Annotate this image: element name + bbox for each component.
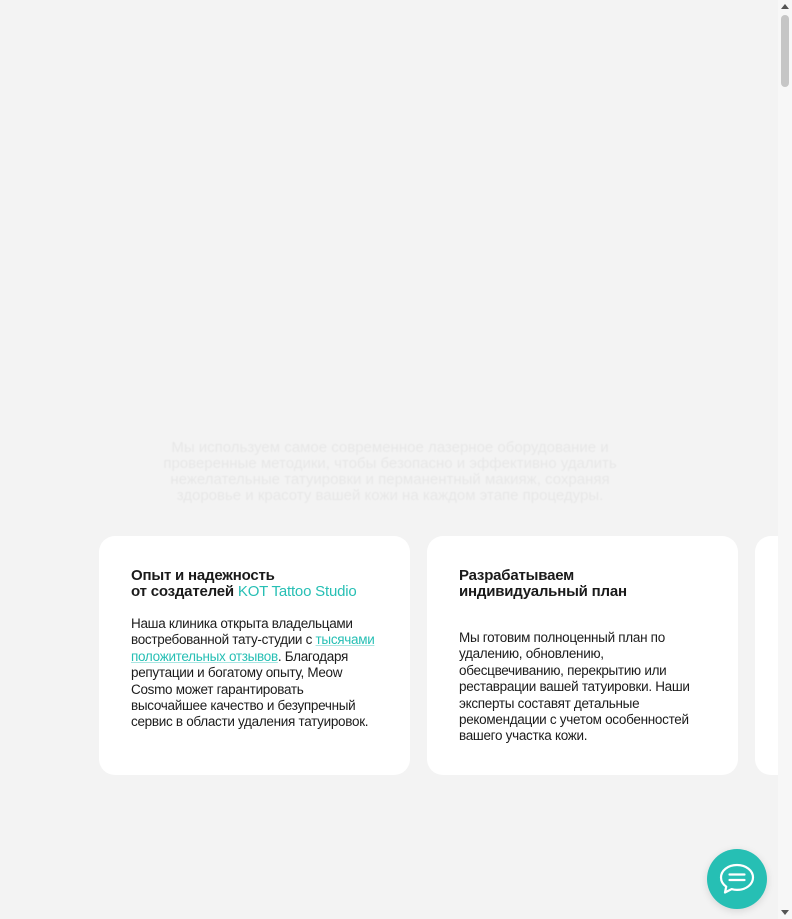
brand-accent-text: KOT Tattoo Studio [237, 583, 357, 600]
feature-card-next-partial [755, 536, 778, 775]
reviews-link[interactable]: тысячами положительных отзывов [131, 632, 375, 664]
faded-intro-text: Мы используем самое современное лазерное оборудование и проверенные методики, чтобы безопасно и эффективно удалить нежелательные татуировки и перманентный макияж, сохраняя здоровье и красоту вашей кожи на каждом этапе процедуры. [163, 439, 617, 504]
feature-card-experience [99, 536, 410, 775]
feature-card-plan [427, 536, 738, 775]
card-title-line2: индивидуальный план [459, 583, 627, 600]
card-text-after-link: . Благодаря репутации и богатому опыту, Meow Cosmo может гарантировать высочайшее качество и безупречный сервис в области удаления татуировок. [131, 648, 369, 730]
card-title-line1: Разрабатываем [459, 567, 575, 584]
card-title [131, 568, 378, 600]
scroll-down-arrow-icon[interactable] [781, 910, 789, 915]
scrollbar-thumb[interactable] [781, 15, 789, 87]
chat-button[interactable] [707, 849, 767, 909]
card-text: Мы готовим полноценный план по удалению, обновлению, обесцвечиванию, перекрытию или реставрации вашей татуировки. Наши эксперты составят детальные рекомендации с учетом особенностей вашего участка кожи. [459, 630, 690, 744]
card-text [131, 616, 378, 731]
card-text-before-link: Наша клиника открыта владельцами востребованной тату-студии с [131, 616, 353, 648]
page-scrollbar[interactable] [778, 0, 792, 919]
card-title-line1: Опыт и надежность [131, 567, 275, 584]
chat-bubble-icon [718, 862, 756, 896]
card-title-line2-prefix: от создателей [131, 583, 238, 600]
features-carousel[interactable] [99, 536, 778, 775]
card-title [459, 568, 706, 600]
scroll-up-arrow-icon[interactable] [781, 4, 789, 9]
